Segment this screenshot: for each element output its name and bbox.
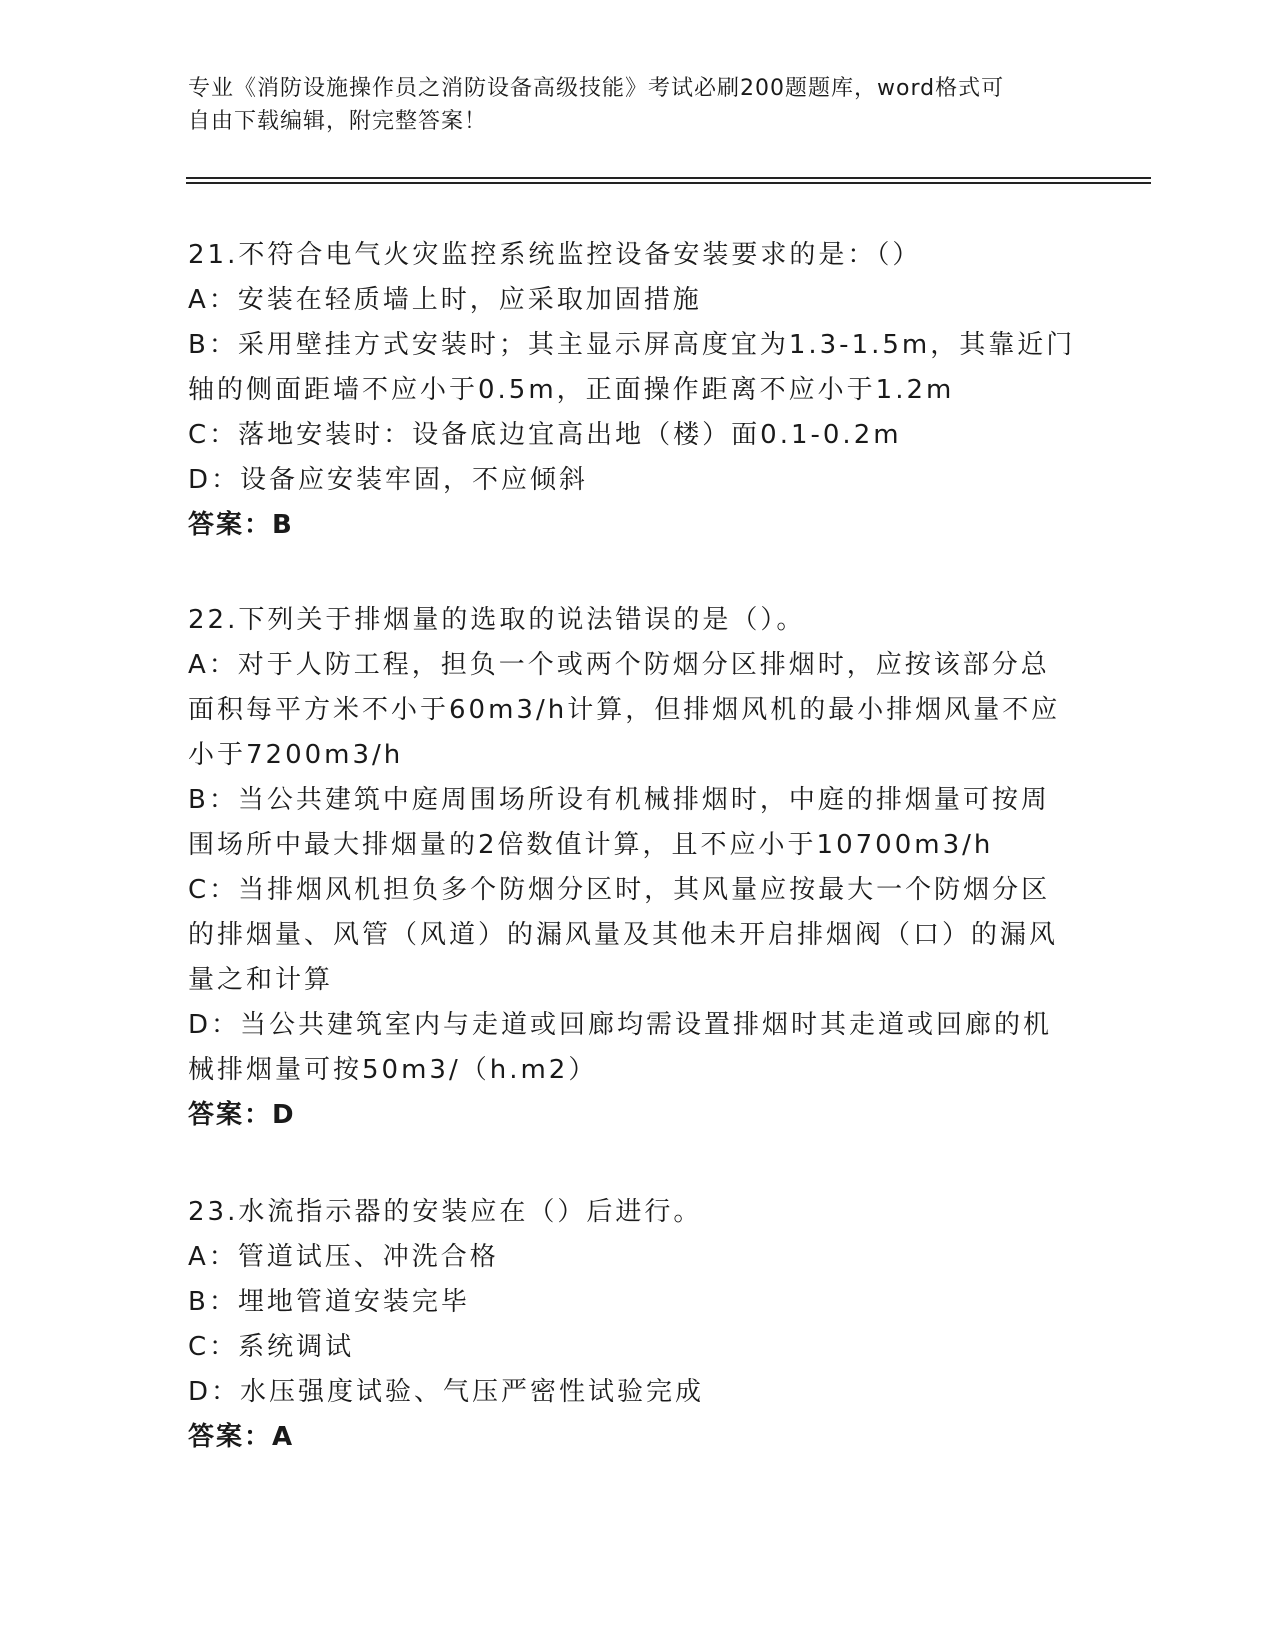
option-d: D：设备应安装牢固，不应倾斜 <box>188 465 589 495</box>
question-23 <box>188 1190 1078 1460</box>
answer: 答案：B <box>188 510 294 540</box>
header-line-1: 专业《消防设施操作员之消防设备高级技能》考试必刷200题题库，word格式可 <box>188 76 1005 101</box>
header-line-2: 自由下载编辑，附完整答案！ <box>188 109 488 134</box>
question-22 <box>188 598 1078 1138</box>
option-d: D：水压强度试验、气压严密性试验完成 <box>188 1377 705 1407</box>
option-c: C：当排烟风机担负多个防烟分区时，其风量应按最大一个防烟分区的排烟量、风管（风道）的漏风量及其他未开启排烟阀（口）的漏风量之和计算 <box>188 875 1059 995</box>
option-a: A：管道试压、冲洗合格 <box>188 1242 499 1272</box>
header-divider-top <box>186 177 1151 179</box>
document-header <box>188 72 1088 138</box>
option-a: A：安装在轻质墙上时，应采取加固措施 <box>188 285 702 315</box>
option-a: A：对于人防工程，担负一个或两个防烟分区排烟时，应按该部分总面积每平方米不小于60m3/h计算，但排烟风机的最小排烟风量不应小于7200m3/h <box>188 650 1061 770</box>
question-stem: 23.水流指示器的安装应在（）后进行。 <box>188 1197 703 1227</box>
question-stem: 21.不符合电气火灾监控系统监控设备安装要求的是：（） <box>188 240 922 270</box>
question-stem: 22.下列关于排烟量的选取的说法错误的是（）。 <box>188 605 806 635</box>
question-21 <box>188 233 1078 548</box>
option-c: C：落地安装时：设备底边宜高出地（楼）面0.1-0.2m <box>188 420 902 450</box>
header-divider-bottom <box>186 182 1151 184</box>
option-b: B：当公共建筑中庭周围场所设有机械排烟时，中庭的排烟量可按周围场所中最大排烟量的2倍数值计算，且不应小于10700m3/h <box>188 785 1050 860</box>
option-c: C：系统调试 <box>188 1332 355 1362</box>
answer: 答案：A <box>188 1422 295 1452</box>
option-d: D：当公共建筑室内与走道或回廊均需设置排烟时其走道或回廊的机械排烟量可按50m3/（h.m2） <box>188 1010 1053 1085</box>
answer: 答案：D <box>188 1100 296 1130</box>
option-b: B：埋地管道安装完毕 <box>188 1287 470 1317</box>
option-b: B：采用壁挂方式安装时；其主显示屏高度宜为1.3-1.5m，其靠近门轴的侧面距墙不应小于0.5m，正面操作距离不应小于1.2m <box>188 330 1076 405</box>
